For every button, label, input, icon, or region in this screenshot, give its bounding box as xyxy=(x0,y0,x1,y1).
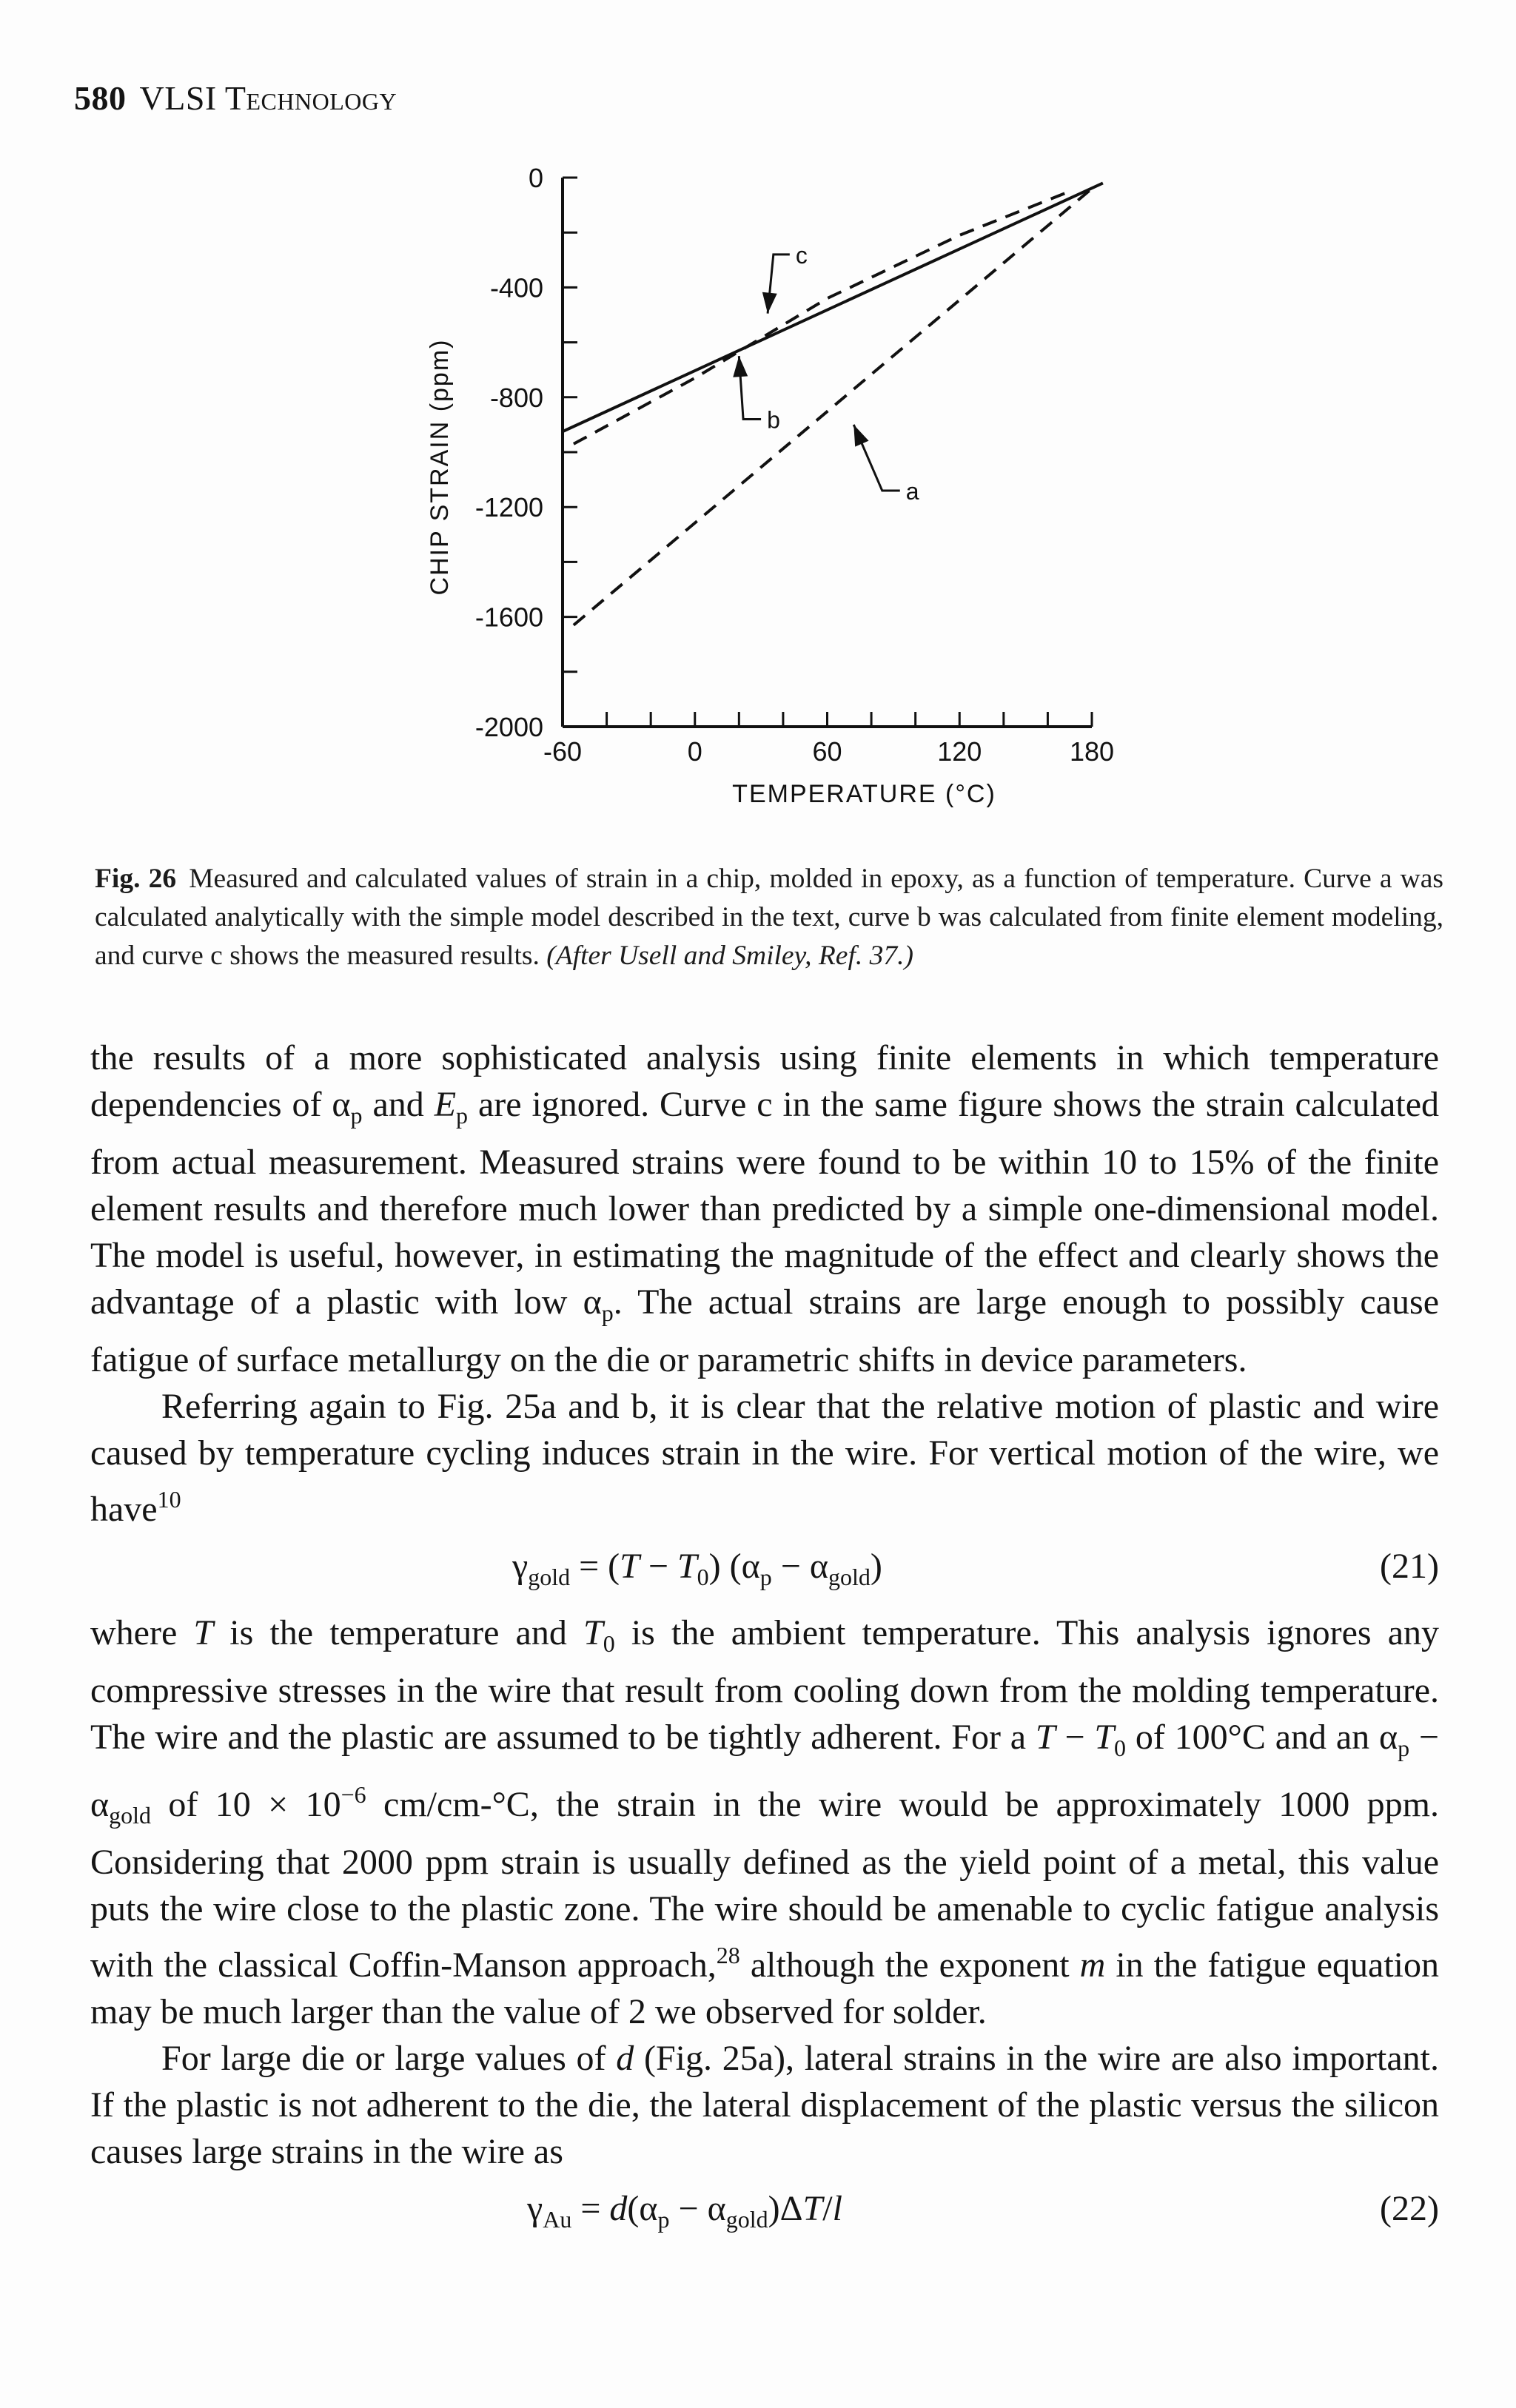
equation-21: $\gamma_{gold} = (T - T_0) (\alpha_p - \alpha_{gold})$ (21) xyxy=(90,1543,1439,1601)
annotation-label-a: a xyxy=(905,477,919,505)
y-axis-title: CHIP STRAIN (ppm) xyxy=(426,338,454,596)
page-number: 580 xyxy=(74,79,127,117)
equation-22-number: (22) xyxy=(1380,2189,1439,2228)
running-title: VLSI Technology xyxy=(139,79,398,117)
page-header xyxy=(74,78,397,118)
x-tick-label: 120 xyxy=(937,736,982,767)
x-tick-label: 0 xyxy=(687,736,702,767)
annotation-arrow-c xyxy=(762,292,777,314)
paragraph-2: Referring again to Fig. 25a and b, it is clear that the relative motion of plastic and wire caused by temperature cycling induces strain in the wire. For vertical motion of the wire, we have$^{10}$ xyxy=(90,1387,1439,1529)
body-text xyxy=(90,1035,1439,2252)
figure-label: Fig. 26 xyxy=(95,864,177,894)
caption-source: (After Usell and Smiley, Ref. 37.) xyxy=(546,941,913,971)
x-tick-label: 180 xyxy=(1069,736,1115,767)
curve-a xyxy=(574,189,1092,625)
curve-b xyxy=(563,183,1103,434)
y-tick-label: -2000 xyxy=(474,712,543,742)
x-axis-title: TEMPERATURE (°C) xyxy=(732,780,996,808)
equation-21-number: (21) xyxy=(1380,1547,1439,1586)
figure-caption xyxy=(95,860,1443,975)
y-tick-label: -400 xyxy=(489,272,543,303)
paragraph-3: where T is the temperature and $T_0$ is the ambient temperature. This analysis ignores any compressive stresses in the wire that result from cooling down from the molding temperature. The wire and the plastic are assumed to be tightly adherent. For a $T - T_0$ of 100°C and an $\alpha_p - \alpha_{gold}$ of $10 \times 10^{-6}$ cm/cm-°C, the strain in the wire would be approximately 1000 ppm. Considering that 2000 ppm strain is usually defined as the yield point of a metal, this value puts the wire close to the plastic zone. The wire should be amenable to cyclic fatigue analysis with the classical Coffin-Manson approach,$^{28}$ although the exponent m in the fatigue equation may be much larger than the value of 2 we observed for solder. xyxy=(90,1613,1440,2031)
equation-22: $\gamma_{Au} = d(\alpha_p - \alpha_{gold})\Delta T/l$ (22) xyxy=(90,2185,1439,2243)
annotation-arrow-a xyxy=(853,425,868,447)
strain-chart xyxy=(0,148,1516,829)
paragraph-1: the results of a more sophisticated analysis using finite elements in which temperature dependencies of $\alpha_p$ and $E_p$ are ignored. Curve c in the same figure shows the strain calculated from actual measurement. Measured strains were found to be within 10 to 15% of the finite element results and therefore much lower than predicted by a simple one-dimensional model. The model is useful, however, in estimating the magnitude of the effect and clearly shows the advantage of a plastic with low $\alpha_p$. The actual strains are large enough to possibly cause fatigue of surface metallurgy on the die or parametric shifts in device parameters. xyxy=(90,1038,1440,1379)
x-tick-label: 60 xyxy=(812,736,842,767)
paragraph-4: For large die or large values of d (Fig. 25a), lateral strains in the wire are also important. If the plastic is not adherent to the die, the lateral displacement of the plastic versus the silicon causes large strains in the wire as xyxy=(90,2039,1439,2171)
caption-text: Measured and calculated values of strain in a chip, molded in epoxy, as a function of temperature. Curve a was calculated analytically with the simple model described in the text, curve b was calculated from finite element modeling, and curve c shows the measured results. xyxy=(95,864,1443,971)
y-tick-label: -1200 xyxy=(474,492,543,523)
annotation-arrow-b xyxy=(733,356,748,377)
y-tick-label: -800 xyxy=(489,382,543,413)
x-tick-label: -60 xyxy=(543,736,583,767)
curve-c xyxy=(574,192,1070,444)
y-tick-label: -1600 xyxy=(474,602,543,633)
y-tick-label: 0 xyxy=(528,163,543,193)
annotation-label-b: b xyxy=(767,406,780,434)
annotation-label-c: c xyxy=(795,241,808,269)
